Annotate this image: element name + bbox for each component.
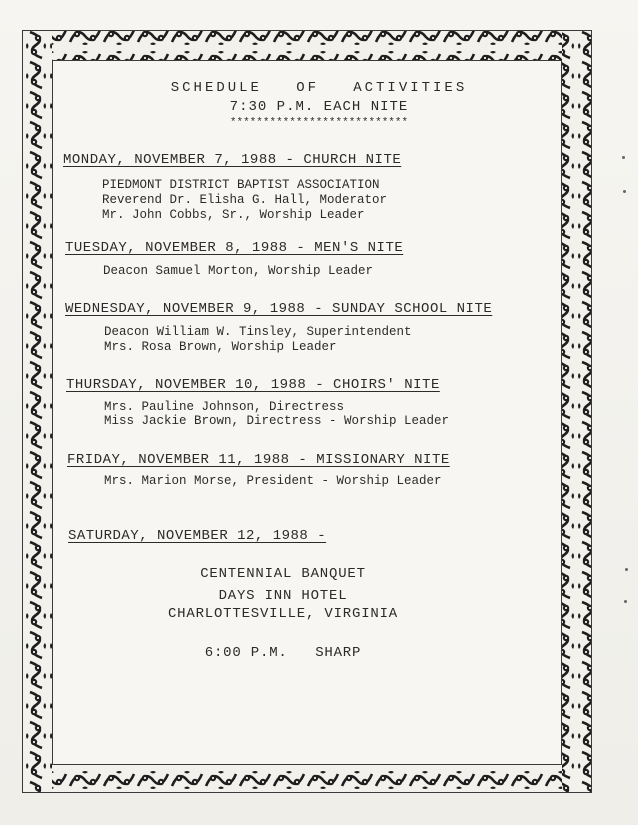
scan-speck [623, 190, 626, 193]
schedule-line: Mrs. Marion Morse, President - Worship Leader [104, 474, 442, 488]
schedule-heading-friday: FRIDAY, NOVEMBER 11, 1988 - MISSIONARY NITE [67, 452, 450, 468]
page-subtitle: 7:30 P.M. EACH NITE [229, 99, 409, 115]
schedule-line: Mr. John Cobbs, Sr., Worship Leader [102, 208, 365, 222]
banquet-time-value: 6:00 P.M. [204, 645, 288, 661]
schedule-line: Deacon Samuel Morton, Worship Leader [103, 264, 374, 278]
scan-speck [622, 156, 625, 159]
schedule-heading-tuesday: TUESDAY, NOVEMBER 8, 1988 - MEN'S NITE [65, 240, 404, 256]
schedule-line: Mrs. Rosa Brown, Worship Leader [104, 340, 337, 354]
schedule-heading-wednesday: WEDNESDAY, NOVEMBER 9, 1988 - SUNDAY SCHOOL NITE [65, 301, 493, 317]
banquet-time [3, 645, 563, 661]
banquet-name: CENTENNIAL BANQUET [200, 566, 366, 582]
schedule-line: Miss Jackie Brown, Directress - Worship Leader [104, 414, 450, 428]
schedule-heading-saturday: SATURDAY, NOVEMBER 12, 1988 - [68, 528, 327, 544]
page-title: SCHEDULE OF ACTIVITIES [170, 80, 468, 96]
banquet-time-note: SHARP [315, 645, 362, 661]
scan-speck [624, 600, 627, 603]
schedule-line: Mrs. Pauline Johnson, Directress [104, 400, 345, 414]
schedule-line: Deacon William W. Tinsley, Superintendent [104, 325, 412, 339]
schedule-line: PIEDMONT DISTRICT BAPTIST ASSOCIATION [102, 178, 380, 192]
scan-speck [625, 568, 628, 571]
schedule-heading-monday: MONDAY, NOVEMBER 7, 1988 - CHURCH NITE [63, 152, 402, 168]
banquet-city: CHARLOTTESVILLE, VIRGINIA [167, 606, 399, 622]
schedule-line: Reverend Dr. Elisha G. Hall, Moderator [102, 193, 388, 207]
star-divider: *************************** [229, 117, 409, 129]
banquet-venue: DAYS INN HOTEL [218, 588, 348, 604]
schedule-heading-thursday: THURSDAY, NOVEMBER 10, 1988 - CHOIRS' NITE [66, 377, 440, 393]
